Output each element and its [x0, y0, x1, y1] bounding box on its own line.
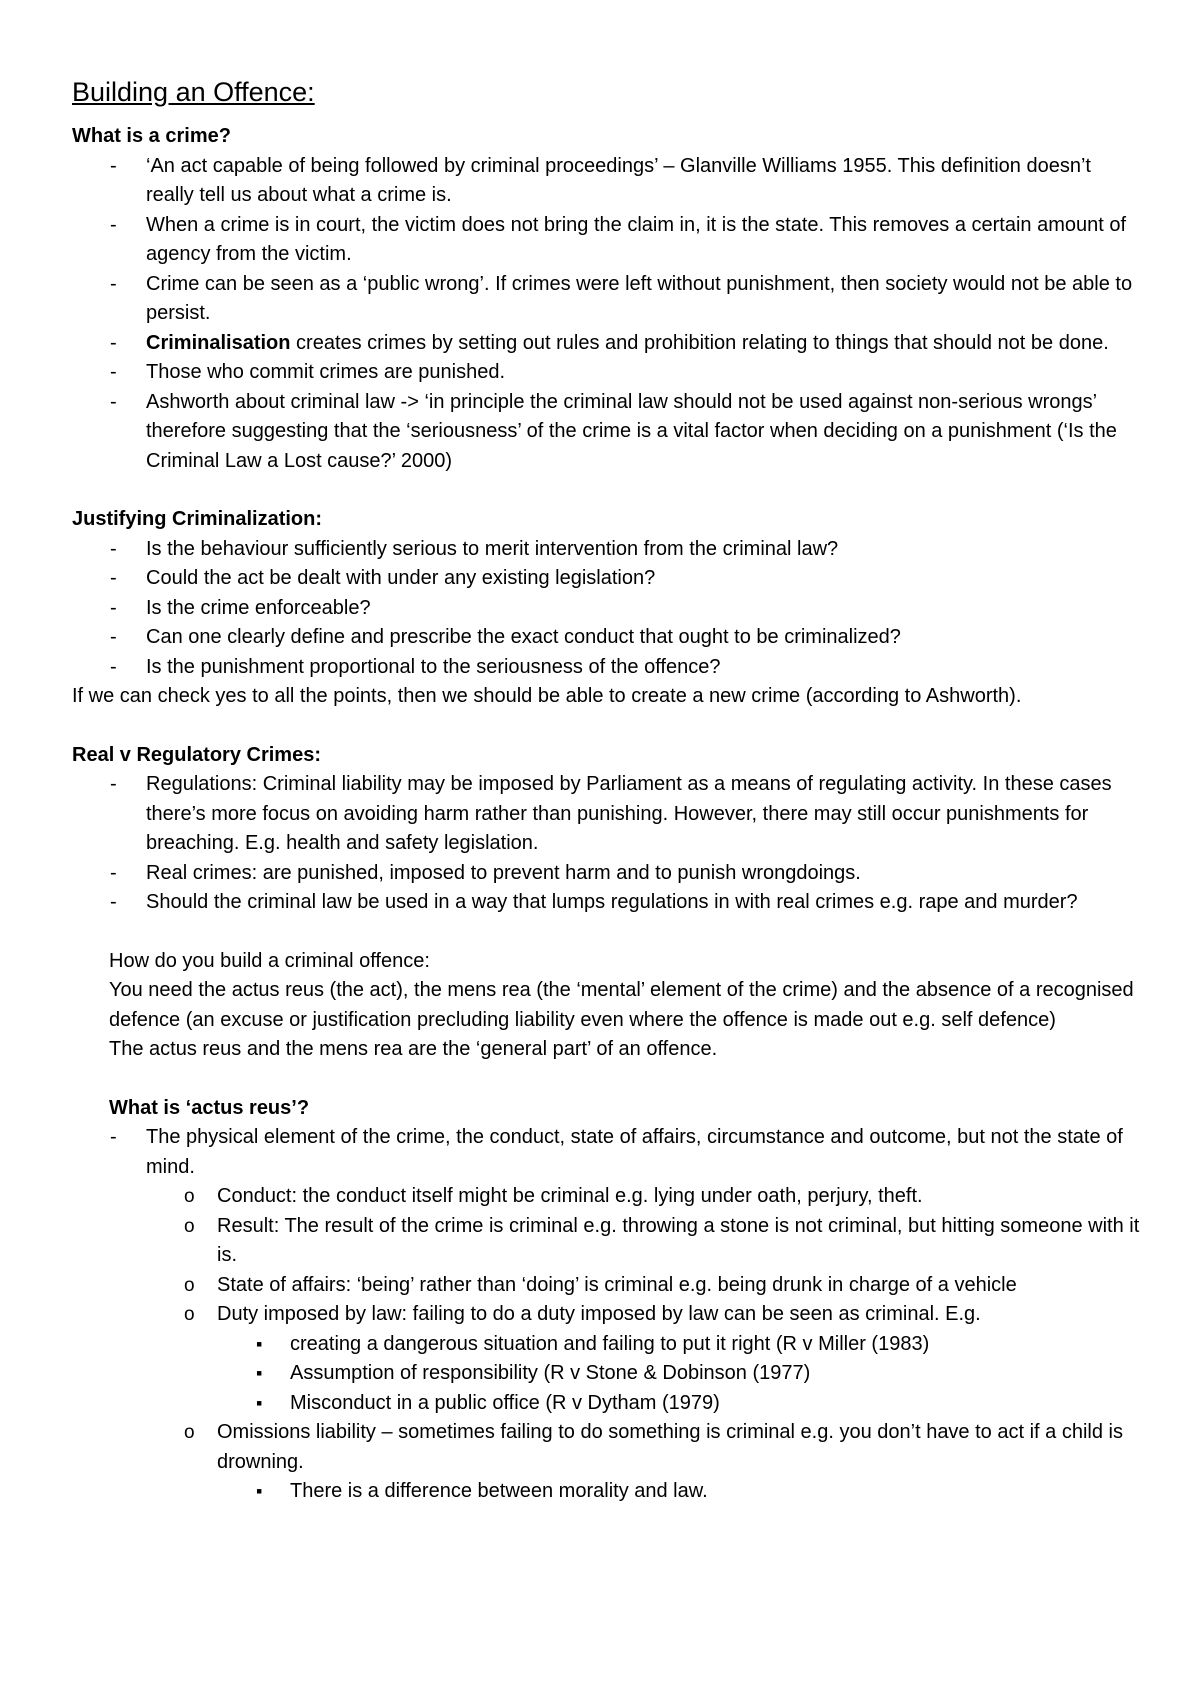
actus-reus-list — [72, 1123, 1142, 1182]
list-item: - Can one clearly define and prescribe the exact conduct that ought to be criminalized? — [72, 623, 1142, 653]
omissions-sublist — [72, 1477, 1142, 1507]
list-item: - Should the criminal law be used in a way that lumps regulations in with real crimes e.g. rape and murder? — [72, 888, 1142, 918]
list-item: - Real crimes: are punished, imposed to prevent harm and to punish wrongdoings. — [72, 859, 1142, 889]
page-title: Building an Offence: — [72, 77, 315, 107]
duty-sublist — [72, 1330, 1142, 1419]
document-content — [72, 74, 1142, 1507]
list-item: ▪ Misconduct in a public office (R v Dytham (1979) — [72, 1389, 1142, 1419]
actus-reus-sublist — [72, 1182, 1142, 1330]
section-heading-what-is-crime: What is a crime? — [72, 125, 231, 147]
build-offence-block — [72, 947, 1142, 1124]
justifying-list — [72, 535, 1142, 683]
list-item: - Is the behaviour sufficiently serious to merit intervention from the criminal law? — [72, 535, 1142, 565]
list-item-duty: o Duty imposed by law: failing to do a duty imposed by law can be seen as criminal. E.g. — [72, 1300, 1142, 1330]
list-item: ▪ There is a difference between morality and law. — [72, 1477, 1142, 1507]
list-item-state-of-affairs: o State of affairs: ‘being’ rather than ‘doing’ is criminal e.g. being drunk in charge of a vehicle — [72, 1271, 1142, 1301]
justifying-conclusion: If we can check yes to all the points, then we should be able to create a new crime (according to Ashworth). — [72, 685, 1022, 707]
list-item: - Regulations: Criminal liability may be imposed by Parliament as a means of regulating activity. In these cases there’s more focus on avoiding harm rather than punishing. However, there may still occur punishments for breaching. E.g. health and safety legislation. — [72, 770, 1142, 859]
section-heading-actus-reus: What is ‘actus reus’? — [109, 1096, 310, 1119]
list-item: ▪ Assumption of responsibility (R v Stone & Dobinson (1977) — [72, 1359, 1142, 1389]
criminalisation-term: Criminalisation — [146, 331, 291, 354]
list-item-result: o Result: The result of the crime is criminal e.g. throwing a stone is not criminal, but hitting someone with it is. — [72, 1212, 1142, 1271]
criminalisation-text: creates crimes by setting out rules and prohibition relating to things that should not be done. — [290, 331, 1109, 354]
list-item: - The physical element of the crime, the conduct, state of affairs, circumstance and outcome, but not the state of mind. — [72, 1123, 1142, 1182]
list-item: - Is the punishment proportional to the seriousness of the offence? — [72, 653, 1142, 683]
build-answer: You need the actus reus (the act), the mens rea (the ‘mental’ element of the crime) and the absence of a recognised defence (an excuse or justification precluding liability even where the offence is made out e.g. self defence) — [109, 979, 1134, 1031]
section-heading-real-v-regulatory: Real v Regulatory Crimes: — [72, 743, 321, 766]
section-heading-justifying: Justifying Criminalization: — [72, 508, 323, 530]
list-item: - When a crime is in court, the victim does not bring the claim in, it is the state. This removes a certain amount of agency from the victim. — [72, 211, 1142, 270]
list-item: - Ashworth about criminal law -> ‘in principle the criminal law should not be used against non-serious wrongs’ therefore suggesting that the ‘seriousness’ of the crime is a vital factor when deciding on a punishment (‘Is the Criminal Law a Lost cause?’ 2000) — [72, 388, 1142, 477]
list-item: - Is the crime enforceable? — [72, 594, 1142, 624]
list-item-conduct: o Conduct: the conduct itself might be criminal e.g. lying under oath, perjury, theft. — [72, 1182, 1142, 1212]
list-item: ▪ creating a dangerous situation and failing to put it right (R v Miller (1983) — [72, 1330, 1142, 1360]
list-item: - Crime can be seen as a ‘public wrong’. If crimes were left without punishment, then society would not be able to persist. — [72, 270, 1142, 329]
list-item: - Could the act be dealt with under any existing legislation? — [72, 564, 1142, 594]
omissions-list — [72, 1418, 1142, 1477]
list-item-omissions: o Omissions liability – sometimes failing to do something is criminal e.g. you don’t have to act if a child is drowning. — [72, 1418, 1142, 1477]
real-v-regulatory-list — [72, 770, 1142, 918]
build-question: How do you build a criminal offence: — [109, 949, 430, 972]
list-item: - ‘An act capable of being followed by criminal proceedings’ – Glanville Williams 1955. This definition doesn’t really tell us about what a crime is. — [72, 152, 1142, 211]
list-item-criminalisation — [72, 329, 1142, 359]
crime-definition-list — [72, 152, 1142, 477]
build-general-part: The actus reus and the mens rea are the ‘general part’ of an offence. — [109, 1038, 718, 1060]
list-item: - Those who commit crimes are punished. — [72, 358, 1142, 388]
